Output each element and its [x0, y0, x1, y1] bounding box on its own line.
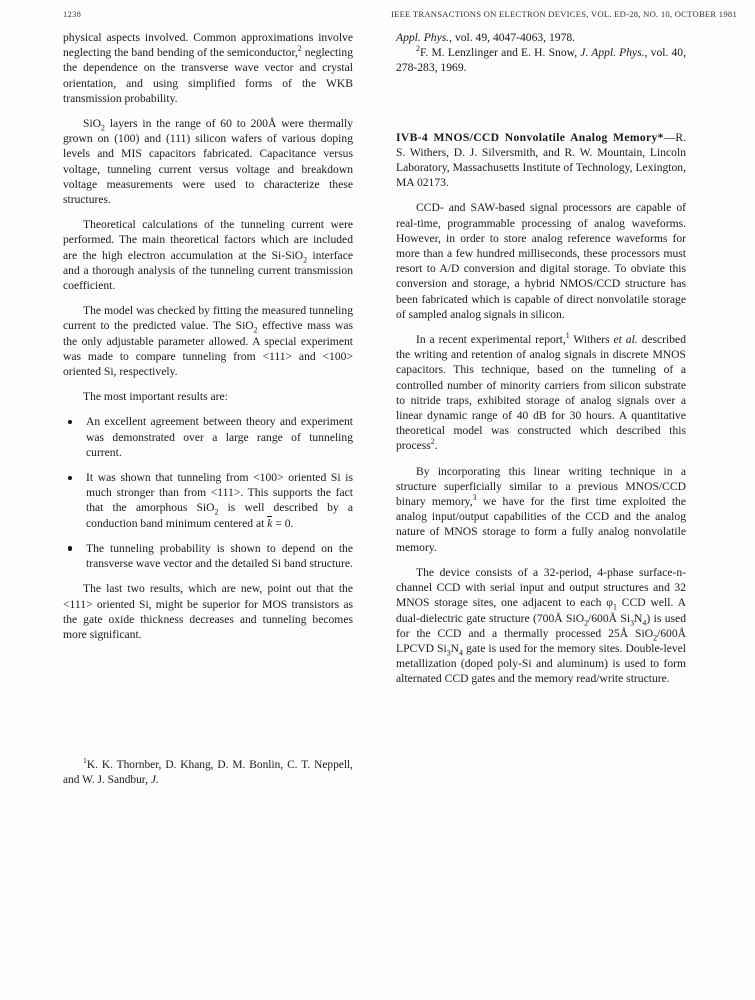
bullet-icon — [68, 476, 72, 480]
list-item-text: An excellent agreement between theory and experiment was demonstrated over a large range of tunneling current. — [86, 415, 353, 459]
paragraph: Theoretical calculations of the tunneling current were performed. The main theoretical factors which are included are the high electron accumulation at the Si-SiO$_2$ interface and a thorough analysis of the tunneling current transmission coefficient. — [63, 218, 353, 293]
results-list — [63, 414, 353, 571]
list-item-text: It was shown that tunneling from <100> oriented Si is much stronger than from <111>. This supports the fact that the amorphous SiO$_2$ is well described by a conduction band minimum centered at k = 0. — [86, 471, 353, 530]
paragraph: By incorporating this linear writing technique in a structure superficially similar to a previous MNOS/CCD binary memory,$^3$ we have for the first time exploited the analog input/output capabilities of the CCD and the analog nature of MNOS storage to form a fully analog nonvolatile memory. — [396, 464, 686, 554]
right-column — [396, 30, 686, 697]
paragraph: physical aspects involved. Common approximations involve neglecting the band bending of the semiconductor,$^2$ neglecting the dependence on the transverse wave vector and crystal orientation, and using simplified forms of the WKB transmission probability. — [63, 31, 353, 105]
paragraph: The last two results, which are new, point out that the <111> oriented Si, might be superior for MOS transistors as the gate oxide thickness decreases and tunneling becomes more significant. — [63, 582, 353, 641]
footnote-block — [63, 758, 353, 788]
footnote-entry: $^1$K. K. Thornber, D. Khang, D. M. Bonlin, C. T. Neppell, and W. J. Sandbur, J. — [63, 756, 353, 787]
paragraph: The device consists of a 32-period, 4-phase surface-n-channel CCD with serial input and output structures and 32 MNOS storage sites, one adjacent to each $\varphi_1$ CCD well. A dual-dielectric gate structure (700Å SiO$_2$/600Å $Si_3N_4$) is used for the CCD and a thermally processed 25Å SiO$_2$/600Å LPCVD $Si_3N_4$ gate is used for the memory sites. Double-level metallization (doped poly-Si and aluminum) is used to form alternated CCD gates and the memory read/write structure. — [396, 565, 686, 686]
paper-heading: IVB-4 MNOS/CCD Nonvolatile Analog Memory*—R. S. Withers, D. J. Silversmith, and R. W. Mountain, Lincoln Laboratory, Massachusetts Institute of Technology, Lexington, MA 02173. — [396, 130, 686, 190]
bullet-icon — [68, 420, 72, 424]
paragraph: In a recent experimental report,$^1$ Withers et al. described the writing and retention of analog signals in discrete MNOS capacitors. This technique, based on the tunneling of a controlled number of minority carriers from silicon substrate to nitride traps, exhibited storage of analog signals over a linear dynamic range of 40 dB for 30 hours. A quantitative theoretical model was constructed which described this process$^2$. — [396, 331, 686, 453]
list-item-text: The tunneling probability is shown to depend on the transverse wave vector and the detailed Si band structure. — [86, 541, 353, 571]
column-spacer — [396, 86, 686, 130]
paragraph: The model was checked by fitting the measured tunneling current to the predicted value. The SiO$_2$ effective mass was the only adjustable parameter allowed. A special experiment was made to compare tunneling from <111> and <100> oriented Si, respectively. — [63, 304, 353, 379]
paragraph: CCD- and SAW-based signal processors are capable of real-time, programmable processing of analog waveforms. However, in order to store analog reference waveforms for more than a few hundred milliseconds, these processors must resort to A/D conversion and digital storage. To obviate this conversion and storage, a hybrid NMOS/CCD structure has been fabricated which is capable of direct nonvolatile storage of sampled analog signals in silicon. — [396, 201, 686, 321]
list-item — [63, 470, 353, 531]
page-number: 1238 — [63, 9, 82, 19]
reference-entry: $^2$F. M. Lenzlinger and E. H. Snow, J. Appl. Phys., vol. 40, 278-283, 1969. — [396, 44, 686, 75]
left-column — [63, 30, 353, 652]
reference-continuation: Appl. Phys., vol. 49, 4047-4063, 1978. — [396, 31, 576, 44]
paragraph: SiO$_2$ layers in the range of 60 to 200Å were thermally grown on (100) and (111) silicon wafers of various doping levels and MIS capacitors fabricated. Capacitance versus voltage, tunneling current versus voltage and breakdown voltage measurements were used to characterize these structures. — [63, 117, 353, 207]
journal-citation-line: IEEE TRANSACTIONS ON ELECTRON DEVICES, VOL. ED-28, NO. 10, OCTOBER 1981 — [391, 9, 737, 19]
list-item — [63, 541, 353, 571]
results-lead-in: The most important results are: — [83, 390, 228, 404]
bullet-icon — [68, 546, 72, 550]
list-item — [63, 414, 353, 460]
running-head — [0, 9, 755, 23]
